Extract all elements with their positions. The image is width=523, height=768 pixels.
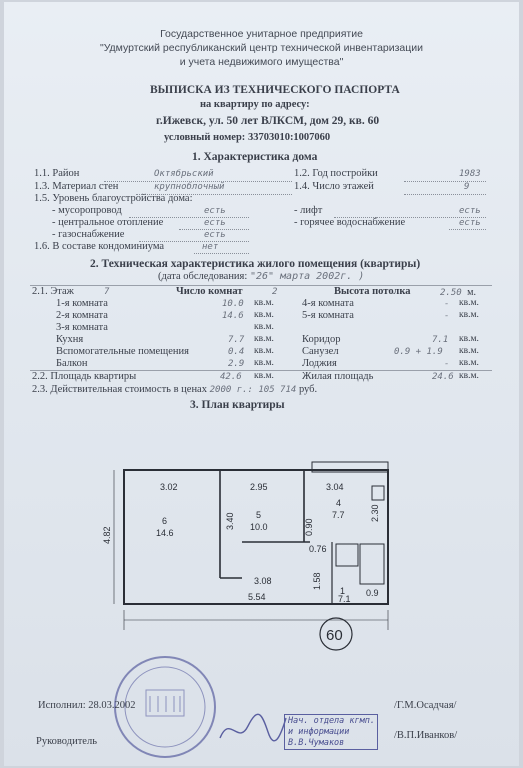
lift-value: есть [459, 206, 481, 216]
dim-door: 0.90 [304, 518, 314, 536]
room-2-label: 2-я комната [56, 310, 108, 321]
survey-date: (дата обследования: "26" марта 2002г. ) [158, 271, 365, 282]
total-area-value: 42.6 [220, 372, 242, 382]
cadastral-number: условный номер: 33703010:1007060 [164, 132, 331, 143]
condo-label: 1.6. В составе кондоминиума [34, 241, 165, 252]
info-stamp: Нач. отдела кгмп. и информации В.В.Чумаков [284, 714, 378, 750]
balcony-value: 2.9 [228, 359, 245, 369]
head-name: /В.П.Иванков/ [394, 730, 458, 741]
room-4-label: 4-я комната [302, 298, 354, 309]
rooms-count-label: Число комнат [176, 286, 243, 297]
signature [216, 708, 288, 748]
room-1-area: 7.1 [338, 594, 351, 604]
room-1-number: 1 [340, 586, 346, 596]
cost-line: 2.3. Действительная стоимость в ценах 2000 г.: 105 714 руб. [32, 384, 318, 395]
loggia-label: Лоджия [302, 358, 337, 369]
hot-water-value: есть [459, 218, 481, 228]
room-3-label: 3-я комната [56, 322, 108, 333]
kitchen-value: 7.7 [228, 335, 245, 345]
room-5-area: 10.0 [250, 522, 268, 532]
executed-by: Исполнил: 28.03.2002 [38, 700, 136, 711]
dim-kitchen-height: 2.30 [370, 504, 380, 522]
dim-09: 0.9 [366, 588, 379, 598]
dim-room5-height: 3.40 [225, 512, 235, 530]
year-built-value: 1983 [459, 169, 481, 179]
technical-passport-extract: Государственное унитарное предприятие "Удмуртский республиканский центр технической инвентаризации и учета недвижимого имущества" ВЫПИСКА ИЗ ТЕХНИЧЕСКОГО ПАСПОРТА на квартиру по адресу: г.Ижевск, ул. 50 лет ВЛКСМ, дом 29, кв. 60 условный номер: 33703010:1007060 1. Характеристика дома 1.1. Район Октябрьский 1.2. Год постройки 1983 1.3. Материал стен крупноблочный 1.4. Число этажей 9 1.5. Уровень благоустройства дома: - мусоропровод есть - лифт есть - центральное отопление есть - горячее водоснабжение есть - газоснабжение есть 1.6. В составе кондоминиума нет 2. Техническая характеристика жилого помещения (квартиры) (дата обследования: "26" марта 2002г. ) 2.1. Этаж 7 Число комнат 2 Высота потолка 2.50 м. 1-я комната 10.0 кв.м. 2-я комната 14.6 кв.м. 3-я комната кв.м. Кухня 7.7 кв.м. Вспомогательные помещения 0.4 кв.м. Балкон 2.9 кв.м. 4-я комната - кв.м. 5-я комната - кв.м. Коридор 7.1 кв.м. Санузел 0.9 + 1.9 кв.м. Лоджия - кв.м. 2.2. Площадь квартиры 42.6 кв.м. Жилая площадь 24.6 кв.м. 2.3. Действительная стоимость в ценах 2000 г.: 105 714 руб. 3. План квартиры 4.82 3.02 2.95 3.04 3.40 2.30 0.90 6 14.6 5 10.0 4 7.7 0.76 3.08 5.54 1.58 1 7.1 0.9 60 Исполнил: 28.03.2002 /Г.М.Осадчая/ Руководитель /В.П.Иванков/ Нач. отдела кгмп. и информации В.В.Чумаков [4, 2, 519, 766]
condo-value: нет [202, 242, 219, 252]
apartment-number-circle: 60 [326, 627, 343, 644]
head-label: Руководитель [36, 736, 97, 747]
living-area-value: 24.6 [432, 372, 454, 382]
amenities-label: 1.5. Уровень благоустройства дома: [34, 193, 193, 204]
executor-name: /Г.М.Осадчая/ [394, 700, 457, 711]
ceiling-label: Высота потолка [334, 286, 411, 297]
walls-value: крупноблочный [154, 182, 225, 192]
total-area-label: 2.2. Площадь квартиры [32, 371, 137, 382]
district-label: 1.1. Район [34, 168, 80, 179]
room-6-area: 14.6 [156, 528, 174, 538]
gas-label: - газоснабжение [52, 229, 125, 240]
bathroom-value: 0.9 + 1.9 [394, 347, 443, 357]
section-1-title: 1. Характеристика дома [192, 151, 318, 163]
dim-554: 5.54 [248, 592, 266, 602]
garbage-value: есть [204, 206, 226, 216]
rooms-count-value: 2 [272, 287, 278, 297]
aux-label: Вспомогательные помещения [56, 346, 189, 357]
room-6-number: 6 [162, 516, 168, 526]
room-4-area: 7.7 [332, 510, 345, 520]
address: г.Ижевск, ул. 50 лет ВЛКСМ, дом 29, кв. 60 [156, 115, 380, 127]
room-5-value: - [444, 311, 450, 321]
room-2-value: 14.6 [222, 311, 244, 321]
dim-158: 1.58 [312, 572, 322, 590]
section-2-title: 2. Техническая характеристика жилого помещения (квартиры) [90, 258, 421, 270]
dim-room5-width: 2.95 [250, 482, 268, 492]
bathroom-label: Санузел [302, 346, 339, 357]
section-3-title: 3. План квартиры [190, 399, 285, 411]
room-1-label: 1-я комната [56, 298, 108, 309]
corridor-value: 7.1 [432, 335, 449, 345]
room-5-label: 5-я комната [302, 310, 354, 321]
loggia-value: - [444, 359, 450, 369]
corridor-label: Коридор [302, 334, 341, 345]
garbage-label: - мусоропровод [52, 205, 122, 216]
district-value: Октябрьский [154, 169, 214, 179]
room-1-value: 10.0 [222, 299, 244, 309]
doc-title: ВЫПИСКА ИЗ ТЕХНИЧЕСКОГО ПАСПОРТА [150, 84, 400, 96]
living-area-label: Жилая площадь [302, 371, 374, 382]
hot-water-label: - горячее водоснабжение [294, 217, 406, 228]
walls-label: 1.3. Материал стен [34, 181, 119, 192]
doc-subtitle: на квартиру по адресу: [200, 99, 310, 110]
org-line-2: "Удмуртский республиканский центр технической инвентаризации [99, 42, 424, 54]
room-5-number: 5 [256, 510, 262, 520]
year-built-label: 1.2. Год постройки [294, 168, 378, 179]
floor-plan [104, 460, 424, 668]
floors-label: 1.4. Число этажей [294, 181, 374, 192]
balcony-label: Балкон [56, 358, 88, 369]
org-line-3: и учета недвижимого имущества" [179, 56, 344, 68]
org-line-1: Государственное унитарное предприятие [160, 28, 363, 40]
floors-value: 9 [464, 182, 470, 192]
heating-label: - центральное отопление [52, 217, 164, 228]
dim-076: 0.76 [309, 544, 327, 554]
room-4-value: - [444, 299, 450, 309]
room-4-number: 4 [336, 498, 342, 508]
gas-value: есть [204, 230, 226, 240]
floor-value: 7 [104, 287, 110, 297]
kitchen-label: Кухня [56, 334, 84, 345]
lift-label: - лифт [294, 205, 323, 216]
ceiling-value: 2.50 м. [440, 287, 476, 298]
dim-308: 3.08 [254, 576, 272, 586]
dim-room4-width: 3.04 [326, 482, 344, 492]
aux-value: 0.4 [228, 347, 245, 357]
dim-room6-width: 3.02 [160, 482, 178, 492]
floor-label: 2.1. Этаж [32, 286, 74, 297]
dim-left: 4.82 [102, 526, 112, 544]
heating-value: есть [204, 218, 226, 228]
